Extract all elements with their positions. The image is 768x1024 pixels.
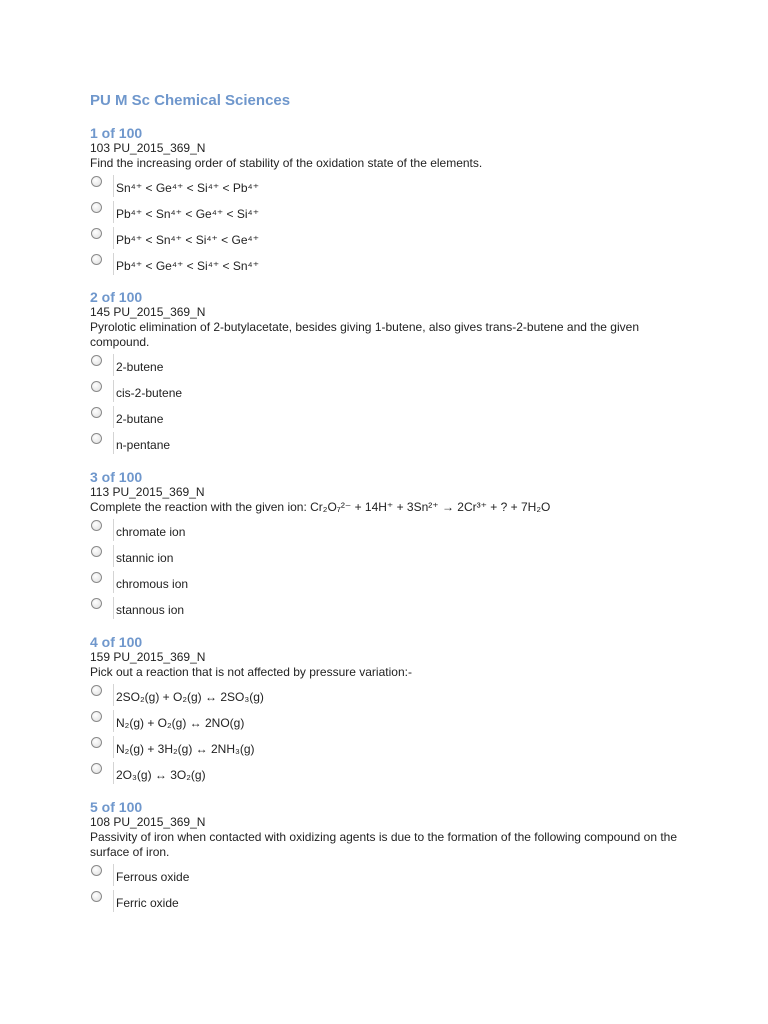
option-divider (113, 545, 114, 567)
radio-button[interactable] (91, 711, 102, 722)
question-text: Pick out a reaction that is not affected by pressure variation:- (90, 665, 412, 679)
option-label: 2SO₂(g) + O₂(g) ↔ 2SO₃(g) (116, 690, 264, 704)
question-number: 1 of 100 (90, 125, 143, 141)
radio-button[interactable] (91, 520, 102, 531)
option-label: chromate ion (116, 525, 186, 539)
page-title: PU M Sc Chemical Sciences (90, 92, 291, 109)
option-divider (113, 227, 114, 249)
option-label: 2O₃(g) ↔ 3O₂(g) (116, 768, 206, 782)
question-id: 103 PU_2015_369_N (90, 141, 206, 155)
answer-option[interactable] (90, 710, 690, 736)
answer-option[interactable] (90, 519, 690, 545)
option-divider (113, 571, 114, 593)
option-divider (113, 519, 114, 541)
answer-option[interactable] (90, 571, 690, 597)
answer-option[interactable] (90, 175, 690, 201)
question-3 (90, 469, 690, 623)
option-label: Sn⁴⁺ < Ge⁴⁺ < Si⁴⁺ < Pb⁴⁺ (116, 181, 260, 195)
option-divider (113, 201, 114, 223)
question-text: Complete the reaction with the given ion: Cr₂O₇²⁻ + 14H⁺ + 3Sn²⁺ → 2Cr³⁺ + ? + 7H₂O (90, 500, 551, 514)
question-1 (90, 125, 690, 279)
option-divider (113, 175, 114, 197)
question-id: 159 PU_2015_369_N (90, 650, 206, 664)
answer-option[interactable] (90, 380, 690, 406)
option-divider (113, 736, 114, 758)
answer-option[interactable] (90, 864, 690, 890)
option-label: Pb⁴⁺ < Sn⁴⁺ < Ge⁴⁺ < Si⁴⁺ (116, 207, 260, 221)
answer-option[interactable] (90, 432, 690, 458)
option-divider (113, 864, 114, 886)
radio-button[interactable] (91, 572, 102, 583)
option-label: stannic ion (116, 551, 174, 565)
radio-button[interactable] (91, 433, 102, 444)
option-divider (113, 597, 114, 619)
option-divider (113, 890, 114, 912)
option-label: stannous ion (116, 603, 185, 617)
option-label: cis-2-butene (116, 386, 183, 400)
option-label: 2-butene (116, 360, 164, 374)
answer-option[interactable] (90, 736, 690, 762)
option-label: chromous ion (116, 577, 189, 591)
radio-button[interactable] (91, 202, 102, 213)
option-divider (113, 354, 114, 376)
option-divider (113, 380, 114, 402)
radio-button[interactable] (91, 407, 102, 418)
answer-option[interactable] (90, 227, 690, 253)
question-text: Passivity of iron when contacted with oxidizing agents is due to the formation of the following compound on the surface of iron. (90, 830, 678, 859)
radio-button[interactable] (91, 737, 102, 748)
option-label: 2-butane (116, 412, 164, 426)
question-2 (90, 289, 690, 458)
option-label: Pb⁴⁺ < Ge⁴⁺ < Si⁴⁺ < Sn⁴⁺ (116, 259, 260, 273)
question-4 (90, 634, 690, 788)
question-number: 5 of 100 (90, 799, 143, 815)
answer-option[interactable] (90, 253, 690, 279)
option-divider (113, 253, 114, 275)
answer-option[interactable] (90, 406, 690, 432)
radio-button[interactable] (91, 228, 102, 239)
answer-option[interactable] (90, 597, 690, 623)
radio-button[interactable] (91, 685, 102, 696)
question-id: 145 PU_2015_369_N (90, 305, 206, 319)
question-text: Pyrolotic elimination of 2-butylacetate, besides giving 1-butene, also gives trans-2-butene and the given compound. (90, 320, 639, 349)
question-id: 108 PU_2015_369_N (90, 815, 206, 829)
option-label: n-pentane (116, 438, 171, 452)
radio-button[interactable] (91, 865, 102, 876)
question-number: 3 of 100 (90, 469, 143, 485)
option-divider (113, 762, 114, 784)
option-label: Ferrous oxide (116, 870, 190, 884)
radio-button[interactable] (91, 598, 102, 609)
radio-button[interactable] (91, 891, 102, 902)
answer-option[interactable] (90, 684, 690, 710)
radio-button[interactable] (91, 763, 102, 774)
question-id: 113 PU_2015_369_N (90, 485, 205, 499)
radio-button[interactable] (91, 254, 102, 265)
option-divider (113, 406, 114, 428)
option-label: N₂(g) + O₂(g) ↔ 2NO(g) (116, 716, 245, 730)
option-divider (113, 684, 114, 706)
radio-button[interactable] (91, 355, 102, 366)
radio-button[interactable] (91, 381, 102, 392)
answer-option[interactable] (90, 762, 690, 788)
question-number: 4 of 100 (90, 634, 143, 650)
option-divider (113, 432, 114, 454)
question-number: 2 of 100 (90, 289, 143, 305)
radio-button[interactable] (91, 176, 102, 187)
option-label: Pb⁴⁺ < Sn⁴⁺ < Si⁴⁺ < Ge⁴⁺ (116, 233, 260, 247)
option-divider (113, 710, 114, 732)
answer-option[interactable] (90, 890, 690, 916)
radio-button[interactable] (91, 546, 102, 557)
answer-option[interactable] (90, 545, 690, 571)
question-text: Find the increasing order of stability of the oxidation state of the elements. (90, 156, 483, 170)
option-label: Ferric oxide (116, 896, 179, 910)
question-5 (90, 799, 690, 916)
answer-option[interactable] (90, 201, 690, 227)
option-label: N₂(g) + 3H₂(g) ↔ 2NH₃(g) (116, 742, 255, 756)
answer-option[interactable] (90, 354, 690, 380)
